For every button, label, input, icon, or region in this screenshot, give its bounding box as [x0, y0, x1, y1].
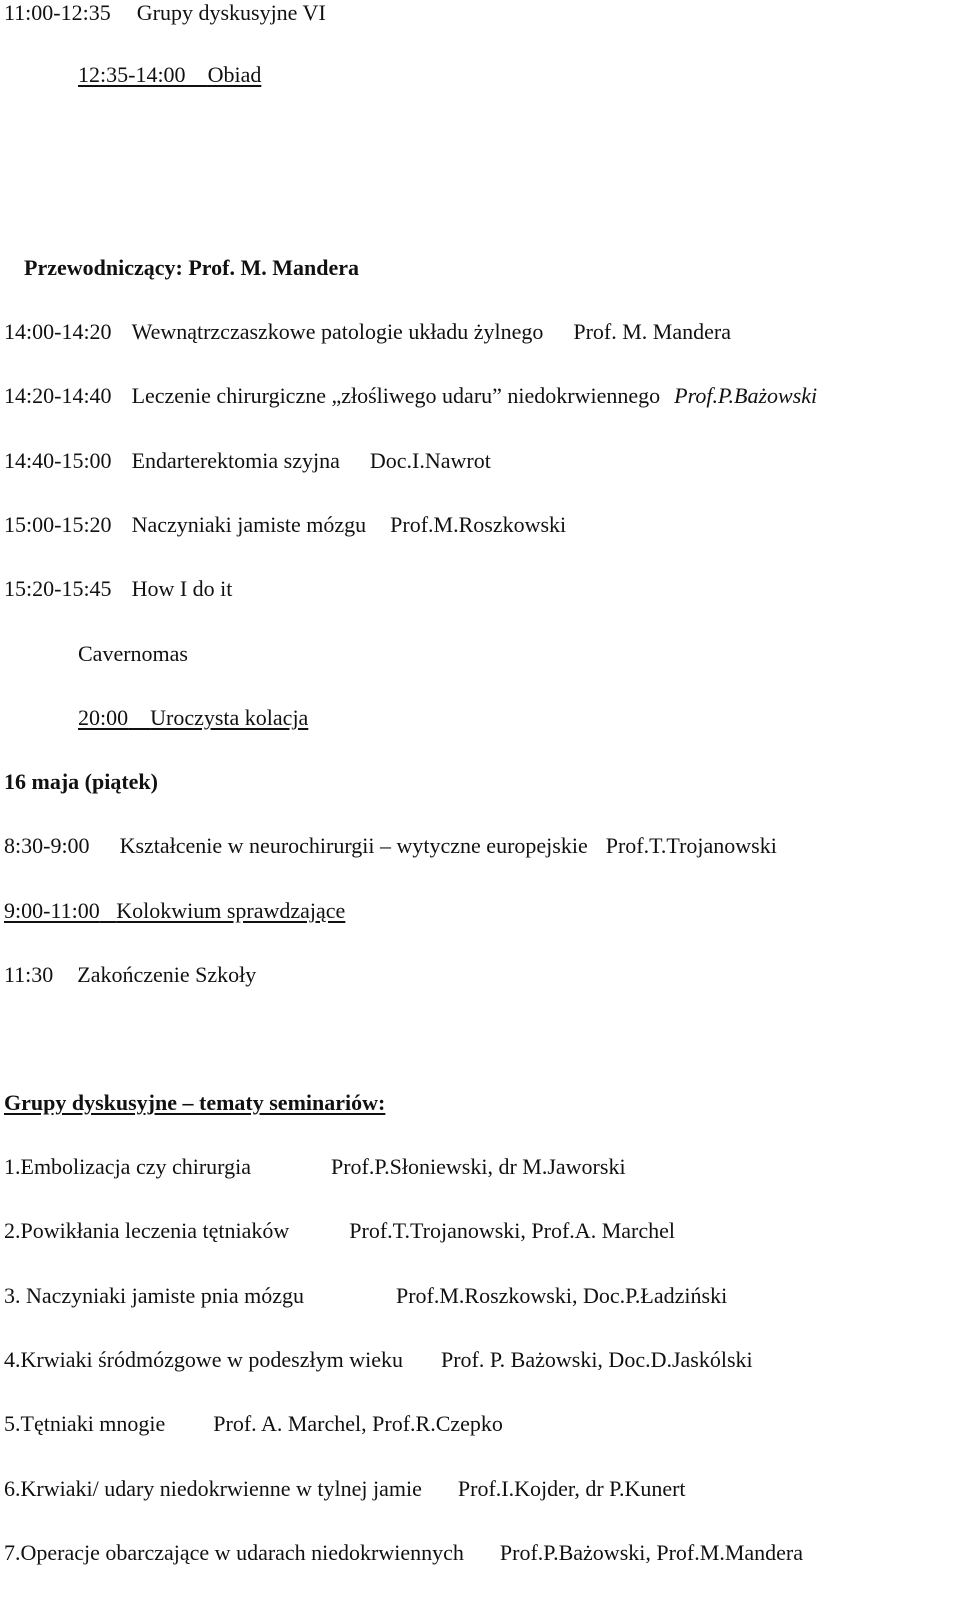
time: 14:40-15:00: [4, 448, 112, 473]
time: 12:35-14:00: [78, 62, 186, 87]
talk-title: Naczyniaki jamiste mózgu: [131, 512, 367, 537]
schedule-row: [4, 0, 326, 26]
event-title: Uroczysta kolacja: [150, 705, 309, 730]
session-item: [4, 383, 817, 409]
group-leaders: Prof.P.Bażowski, Prof.M.Mandera: [499, 1540, 804, 1565]
speaker: Doc.I.Nawrot: [369, 448, 491, 473]
group-leaders: Prof.P.Słoniewski, dr M.Jaworski: [330, 1154, 626, 1179]
group-item: [4, 1347, 753, 1373]
group-item: [4, 1283, 727, 1309]
day-item: [4, 833, 777, 859]
session-subtitle: Cavernomas: [78, 641, 188, 666]
group-leaders: Prof. P. Bażowski, Doc.D.Jaskólski: [440, 1347, 753, 1372]
talk-title: Kolokwium sprawdzające: [116, 898, 346, 923]
lunch-row: [78, 62, 261, 88]
group-item: [4, 1540, 803, 1566]
dinner-row: [78, 705, 308, 731]
time: 11:00-12:35: [4, 0, 111, 25]
talk-title: Zakończenie Szkoły: [77, 962, 257, 987]
time: 8:30-9:00: [4, 833, 90, 858]
group-leaders: Prof.T.Trojanowski, Prof.A. Marchel: [349, 1218, 675, 1243]
group-item: [4, 1218, 675, 1244]
group-leaders: Prof.M.Roszkowski, Doc.P.Ładziński: [395, 1283, 728, 1308]
time: 14:20-14:40: [4, 383, 112, 408]
talk-title: Wewnątrzczaszkowe patologie układu żylnego: [131, 319, 544, 344]
group-item: [4, 1476, 686, 1502]
time: 11:30: [4, 962, 54, 987]
time: 14:00-14:20: [4, 319, 112, 344]
group-item: [4, 1154, 626, 1180]
session-chair: Przewodniczący: Prof. M. Mandera: [24, 255, 359, 280]
session-item: [4, 576, 232, 602]
event-title: Grupy dyskusyjne VI: [136, 0, 326, 25]
day-item: [4, 962, 256, 988]
group-leaders: Prof. A. Marchel, Prof.R.Czepko: [213, 1411, 503, 1436]
speaker: Prof. M. Mandera: [573, 319, 731, 344]
speaker: Prof.P.Bażowski: [674, 383, 818, 408]
time: 15:20-15:45: [4, 576, 112, 601]
talk-title: How I do it: [131, 576, 233, 601]
group-topic: 7.Operacje obarczające w udarach niedokrwiennych: [4, 1540, 464, 1565]
group-topic: 4.Krwiaki śródmózgowe w podeszłym wieku: [4, 1347, 403, 1372]
time: 15:00-15:20: [4, 512, 112, 537]
group-topic: 3. Naczyniaki jamiste pnia mózgu: [4, 1283, 304, 1308]
talk-title: Endarterektomia szyjna: [131, 448, 340, 473]
group-item: [4, 1411, 503, 1437]
event-title: Obiad: [207, 62, 262, 87]
session-item: [4, 512, 566, 538]
talk-title: Kształcenie w neurochirurgii – wytyczne europejskie: [119, 833, 588, 858]
day-heading: 16 maja (piątek): [4, 769, 158, 794]
time: 9:00-11:00: [4, 898, 100, 923]
session-item: [4, 319, 731, 345]
talk-title: Leczenie chirurgiczne „złośliwego udaru” niedokrwiennego: [131, 383, 661, 408]
speaker: Prof.M.Roszkowski: [390, 512, 567, 537]
group-leaders: Prof.I.Kojder, dr P.Kunert: [457, 1476, 686, 1501]
groups-heading: Grupy dyskusyjne – tematy seminariów:: [4, 1090, 386, 1115]
group-topic: 2.Powikłania leczenia tętniaków: [4, 1218, 290, 1243]
speaker: Prof.T.Trojanowski: [605, 833, 777, 858]
group-topic: 6.Krwiaki/ udary niedokrwienne w tylnej jamie: [4, 1476, 422, 1501]
group-topic: 1.Embolizacja czy chirurgia: [4, 1154, 251, 1179]
session-item: [4, 448, 491, 474]
day-item: [4, 898, 345, 924]
group-topic: 5.Tętniaki mnogie: [4, 1411, 166, 1436]
time: 20:00: [78, 705, 129, 730]
